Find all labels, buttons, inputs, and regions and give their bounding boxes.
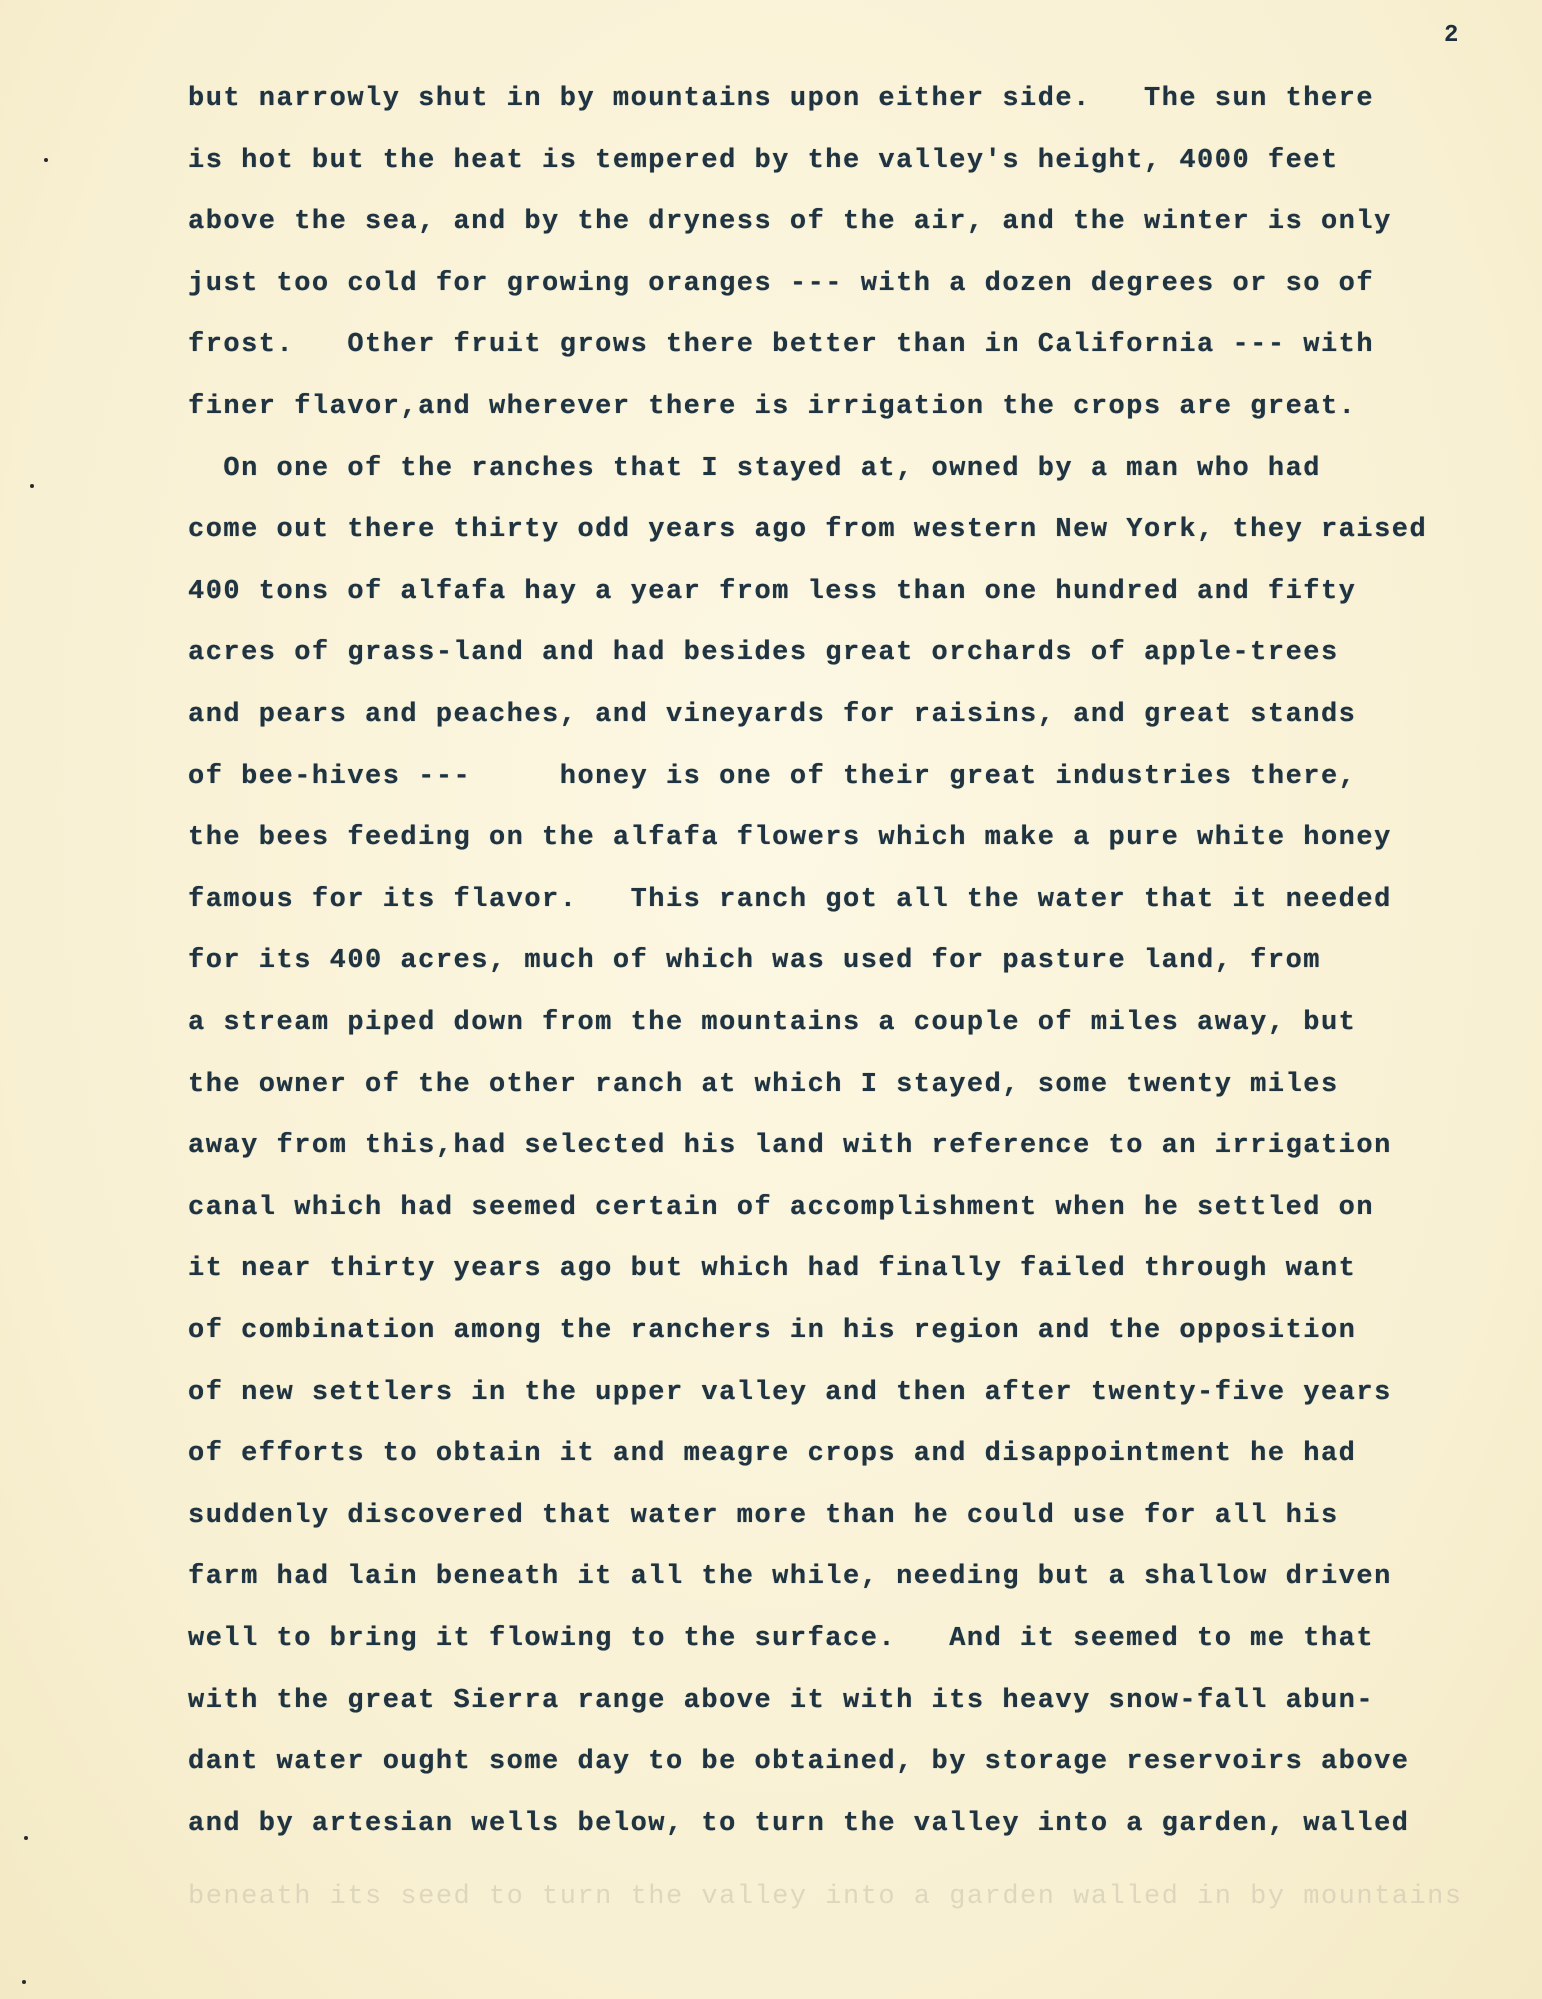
text-line: acres of grass-land and had besides great orchards of apple-trees [188,638,1339,668]
text-line: of combination among the ranchers in his region and the opposition [188,1316,1357,1346]
page-number: 2 [1444,22,1459,49]
ink-speck [30,484,34,488]
text-line: the owner of the other ranch at which I stayed, some twenty miles [188,1070,1339,1100]
text-line: of efforts to obtain it and meagre crops and disappointment he had [188,1439,1357,1469]
text-line: and pears and peaches, and vineyards for raisins, and great stands [188,700,1357,730]
text-line: of new settlers in the upper valley and then after twenty-five years [188,1378,1392,1408]
text-line: frost. Other fruit grows there better than in California --- with [188,330,1375,360]
text-line: with the great Sierra range above it with its heavy snow-fall abun- [188,1686,1375,1716]
text-line: suddenly discovered that water more than he could use for all his [188,1501,1339,1531]
text-line: above the sea, and by the dryness of the air, and the winter is only [188,207,1392,237]
ink-speck [44,158,48,162]
text-line: 400 tons of alfafa hay a year from less than one hundred and fifty [188,577,1357,607]
text-line: farm had lain beneath it all the while, needing but a shallow driven [188,1562,1392,1592]
text-line: and by artesian wells below, to turn the valley into a garden, walled [188,1809,1410,1839]
text-line: just too cold for growing oranges --- with a dozen degrees or so of [188,269,1375,299]
ink-speck [24,1836,28,1840]
text-line: is hot but the heat is tempered by the valley's height, 4000 feet [188,146,1339,176]
text-line: but narrowly shut in by mountains upon either side. The sun there [188,84,1375,114]
text-line: come out there thirty odd years ago from western New York, they raised [188,515,1428,545]
text-line: canal which had seemed certain of accomplishment when he settled on [188,1193,1375,1223]
text-line: On one of the ranches that I stayed at, owned by a man who had [188,454,1321,484]
text-line: finer flavor,and wherever there is irrigation the crops are great. [188,392,1357,422]
text-line: famous for its flavor. This ranch got all the water that it needed [188,885,1392,915]
text-line: well to bring it flowing to the surface. And it seemed to me that [188,1624,1375,1654]
text-line: a stream piped down from the mountains a couple of miles away, but [188,1008,1357,1038]
text-line: it near thirty years ago but which had finally failed through want [188,1254,1357,1284]
text-line: for its 400 acres, much of which was used for pasture land, from [188,946,1321,976]
faint-offset-line: beneath its seed to turn the valley into a garden walled in by mountains [188,1882,1463,1912]
text-line: of bee-hives --- honey is one of their great industries there, [188,762,1357,792]
text-line: the bees feeding on the alfafa flowers which make a pure white honey [188,823,1392,853]
ink-speck [22,1980,26,1984]
text-line: away from this,had selected his land with reference to an irrigation [188,1131,1392,1161]
text-line: dant water ought some day to be obtained, by storage reservoirs above [188,1747,1410,1777]
